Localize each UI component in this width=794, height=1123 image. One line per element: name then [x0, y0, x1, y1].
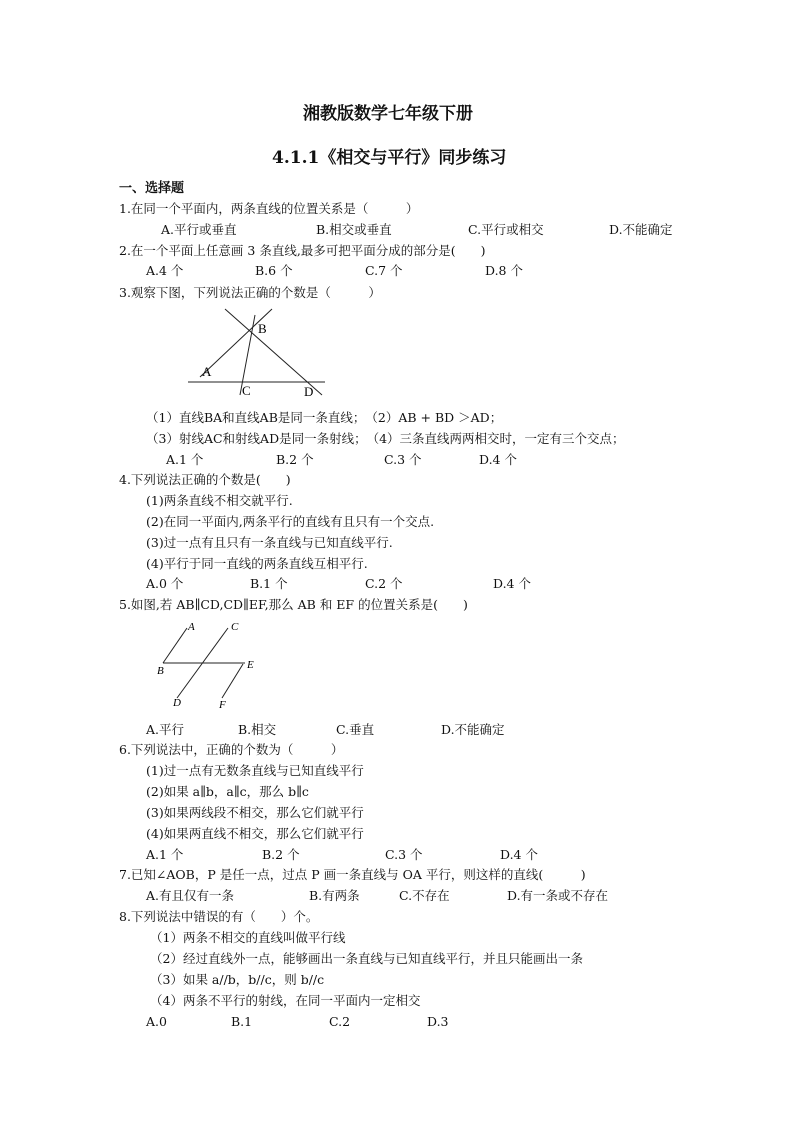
q5-label-b: B [157, 665, 164, 677]
q3-option-d: D.4 个 [479, 452, 517, 467]
q2-option-c: C.7 个 [365, 263, 403, 278]
q1-stem: 1.在同一个平面内，两条直线的位置关系是（ ） [119, 201, 419, 216]
q6-statement-2: (2)如果 a∥b，a∥c，那么 b∥c [146, 784, 309, 799]
q5-option-a: A.平行 [146, 722, 185, 737]
q5-line-ef [222, 664, 243, 698]
q3-option-b: B.2 个 [276, 452, 314, 467]
q3-label-d: D [304, 384, 314, 399]
q8-stem: 8.下列说法中错误的有（ ）个。 [119, 909, 319, 924]
q4-option-a: A.0 个 [146, 576, 184, 591]
q1-option-b: B.相交或垂直 [316, 222, 392, 237]
q7-option-c: C.不存在 [399, 888, 450, 903]
q6-statement-4: (4)如果两直线不相交，那么它们就平行 [146, 826, 364, 841]
q4-statement-2: (2)在同一平面内,两条平行的直线有且只有一个交点. [146, 514, 435, 529]
q4-stem: 4.下列说法正确的个数是( ) [119, 472, 291, 487]
q8-option-b: B.1 [231, 1014, 253, 1029]
q5-option-d: D.不能确定 [441, 722, 505, 737]
q8-statement-3: （3）如果 a//b，b//c，则 b//c [150, 972, 325, 987]
q3-label-a: A [202, 364, 212, 379]
doc-title: 湘教版数学七年级下册 [303, 104, 473, 124]
q6-statement-3: (3)如果两线段不相交，那么它们就平行 [146, 805, 364, 820]
q5-figure [150, 620, 270, 710]
q4-statement-1: (1)两条直线不相交就平行. [146, 493, 293, 508]
q5-label-a: A [188, 621, 195, 633]
q6-option-d: D.4 个 [500, 847, 538, 862]
q3-figure [180, 305, 340, 405]
q8-statement-1: （1）两条不相交的直线叫做平行线 [150, 930, 346, 945]
q4-option-b: B.1 个 [250, 576, 288, 591]
q3-option-c: C.3 个 [384, 452, 422, 467]
q8-option-c: C.2 [329, 1014, 351, 1029]
q5-label-d: D [173, 697, 181, 709]
q3-option-a: A.1 个 [166, 452, 204, 467]
q1-option-a: A.平行或垂直 [161, 222, 237, 237]
q5-label-f: F [219, 699, 226, 711]
q6-option-b: B.2 个 [262, 847, 300, 862]
q7-option-b: B.有两条 [309, 888, 360, 903]
q5-label-e: E [247, 659, 254, 671]
q8-option-a: A.0 [146, 1014, 167, 1029]
q2-option-d: D.8 个 [485, 263, 523, 278]
q3-stem: 3.观察下图，下列说法正确的个数是（ ） [119, 285, 381, 300]
q2-option-b: B.6 个 [255, 263, 293, 278]
q2-stem: 2.在一个平面上任意画 3 条直线,最多可把平面分成的部分是( ) [119, 243, 486, 258]
q5-option-c: C.垂直 [336, 722, 375, 737]
q1-option-c: C.平行或相交 [468, 222, 544, 237]
q8-statement-2: （2）经过直线外一点，能够画出一条直线与已知直线平行，并且只能画出一条 [150, 951, 583, 966]
q7-option-a: A.有且仅有一条 [146, 888, 235, 903]
q2-option-a: A.4 个 [146, 263, 184, 278]
q4-statement-3: (3)过一点有且只有一条直线与已知直线平行. [146, 535, 393, 550]
section-heading: 一、选择题 [119, 181, 185, 196]
q5-stem: 5.如图,若 AB∥CD,CD∥EF,那么 AB 和 EF 的位置关系是( ) [119, 597, 468, 612]
q3-label-c: C [242, 383, 251, 398]
q7-stem: 7.已知∠AOB，P 是任一点，过点 P 画一条直线与 OA 平行，则这样的直线( ) [119, 867, 586, 882]
q6-option-a: A.1 个 [146, 847, 184, 862]
q5-label-c: C [231, 621, 239, 633]
q1-option-d: D.不能确定 [609, 222, 673, 237]
q8-statement-4: （4）两条不平行的射线，在同一平面内一定相交 [150, 993, 421, 1008]
q5-line-ab [163, 628, 187, 663]
q4-option-c: C.2 个 [365, 576, 403, 591]
q3-statement-1: （1）直线BA和直线AB是同一条直线； （2）AB + BD ＞AD； [146, 410, 503, 425]
q4-statement-4: (4)平行于同一直线的两条直线互相平行. [146, 556, 368, 571]
doc-subtitle: 4.1.1《相交与平行》同步练习 [272, 148, 507, 168]
q5-option-b: B.相交 [238, 722, 277, 737]
q8-option-d: D.3 [427, 1014, 449, 1029]
q3-label-b: B [258, 321, 267, 336]
q3-statement-2: （3）射线AC和射线AD是同一条射线； （4）三条直线两两相交时，一定有三个交点； [146, 431, 625, 446]
q4-option-d: D.4 个 [493, 576, 531, 591]
q6-option-c: C.3 个 [385, 847, 423, 862]
q6-statement-1: (1)过一点有无数条直线与已知直线平行 [146, 763, 364, 778]
q6-stem: 6.下列说法中，正确的个数为（ ） [119, 742, 344, 757]
q7-option-d: D.有一条或不存在 [507, 888, 609, 903]
